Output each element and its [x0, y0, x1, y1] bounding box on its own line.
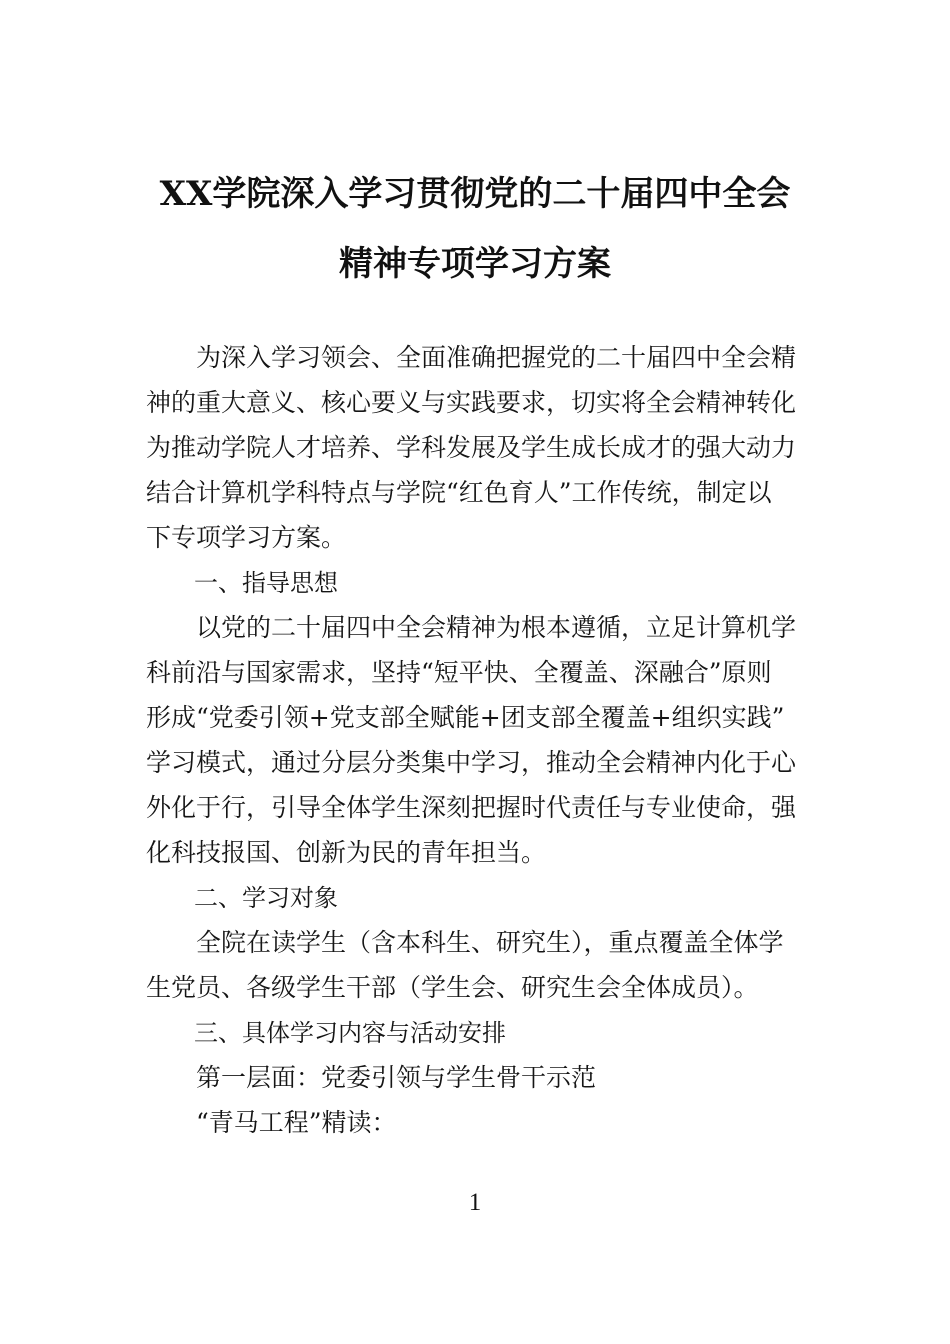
paragraph-line: 科前沿与国家需求，坚持“短平快、全覆盖、深融合”原则: [146, 658, 772, 687]
paragraph-line: 形成“党委引领+党支部全赋能+团支部全覆盖+组织实践”: [146, 703, 785, 732]
page-number: 1: [468, 1189, 482, 1216]
paragraph-line: 外化于行，引导全体学生深刻把握时代责任与专业使命，强: [146, 793, 797, 822]
paragraph-line: 生党员、各级学生干部（学生会、研究生会全体成员）。: [146, 973, 759, 1002]
paragraph-line: 化科技报国、创新为民的青年担当。: [146, 838, 547, 867]
paragraph-line: 第一层面：党委引领与学生骨干示范: [146, 1063, 597, 1092]
paragraph-line: 以党的二十届四中全会精神为根本遵循，立足计算机学: [146, 613, 797, 642]
section-heading: 二、学习对象: [146, 884, 338, 912]
paragraph-line: 神的重大意义、核心要义与实践要求，切实将全会精神转化: [146, 388, 797, 417]
document-title-line-1: XX学院深入学习贯彻党的二十届四中全会: [159, 174, 791, 214]
paragraph-line: 为推动学院人才培养、学科发展及学生成长成才的强大动力: [146, 433, 797, 462]
paragraph-line: 下专项学习方案。: [146, 523, 347, 552]
paragraph-line: 为深入学习领会、全面准确把握党的二十届四中全会精: [146, 343, 797, 372]
document-title-line-2: 精神专项学习方案: [339, 244, 611, 284]
paragraph-line: 全院在读学生（含本科生、研究生），重点覆盖全体学: [146, 928, 784, 957]
section-heading: 三、具体学习内容与活动安排: [146, 1019, 506, 1047]
section-heading: 一、指导思想: [146, 569, 338, 597]
paragraph-line: 学习模式，通过分层分类集中学习，推动全会精神内化于心: [146, 748, 797, 777]
paragraph-line: 结合计算机学科特点与学院“红色育人”工作传统，制定以: [146, 478, 772, 507]
paragraph-line: “青马工程”精读：: [146, 1108, 397, 1137]
